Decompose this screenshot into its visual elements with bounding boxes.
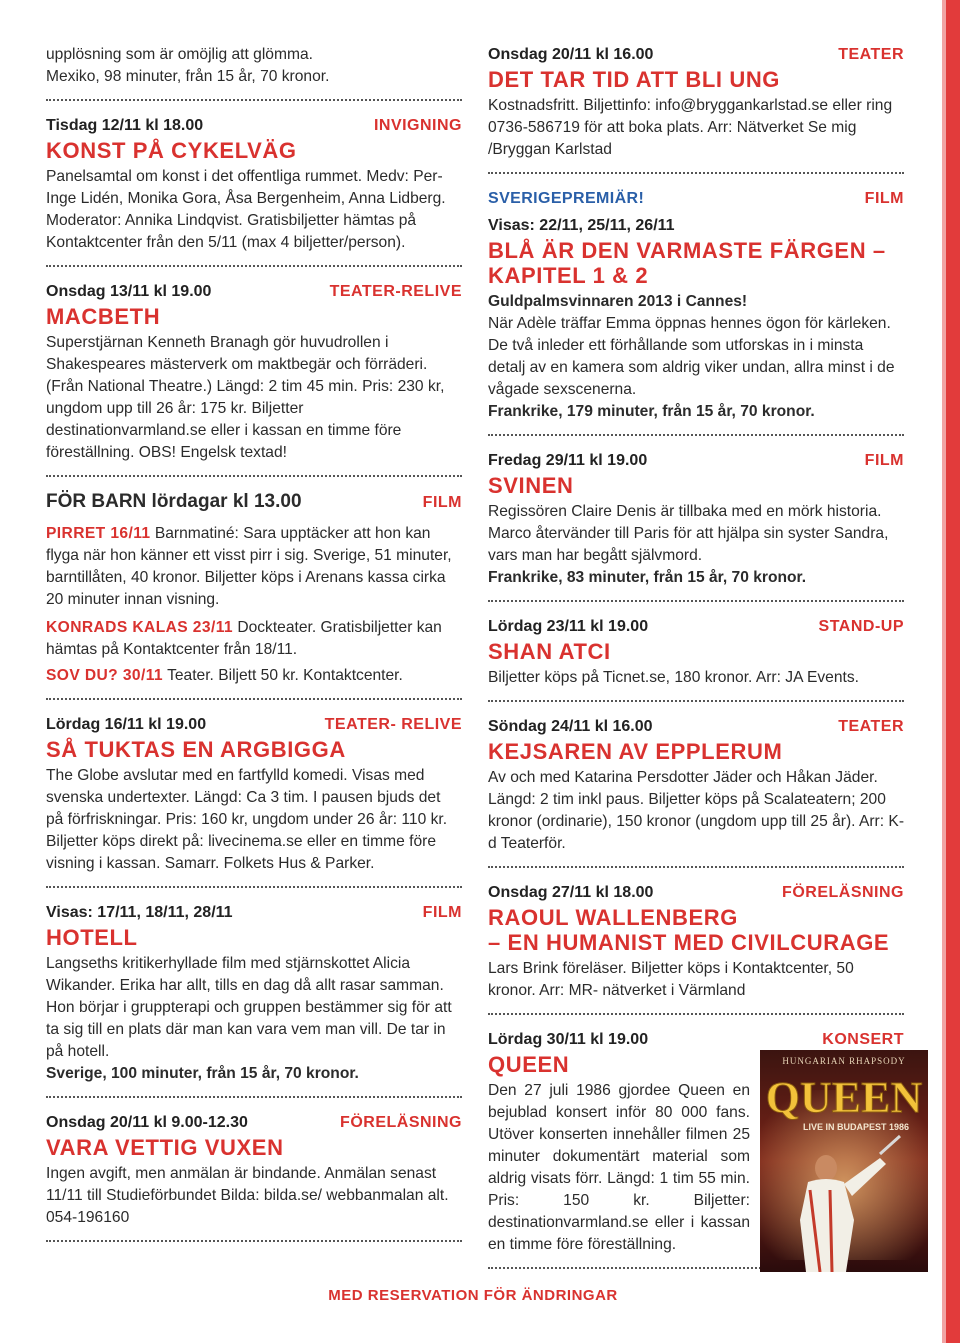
poster-top-text: HUNGARIAN RHAPSODY [782, 1056, 906, 1066]
event-category: TEATER [838, 718, 904, 735]
divider [488, 600, 904, 602]
title-line-1: RAOUL WALLENBERG [488, 905, 738, 930]
page-edge-stripe [946, 0, 960, 1343]
event-category: FILM [422, 494, 462, 511]
queen-text [488, 1052, 750, 1256]
intro-line-1: upplösning som är omöjlig att glömma. [46, 46, 313, 63]
event-description: Panelsamtal om konst i det offentliga rummet. Medv: Per-Inge Lidén, Monika Gora, Åsa Bergenheim, Anna Lidberg. Moderator: Annika Lindqvist. Gratisbiljetter hämtas på Kontaktcenter från den 5/11 (max 4 biljetter/person). [46, 168, 446, 251]
right-column [488, 40, 923, 1283]
event-header [488, 44, 904, 65]
event-category: FÖRELÄSNING [782, 884, 904, 901]
event-category: STAND-UP [818, 618, 904, 635]
event-shan [488, 616, 904, 689]
event-kejsaren [488, 716, 904, 855]
event-title: MACBETH [46, 304, 161, 329]
event-title: KONST PÅ CYKELVÄG [46, 138, 297, 163]
event-date: Onsdag 27/11 kl 18.00 [488, 884, 654, 901]
queen-poster-graphic [760, 1050, 928, 1272]
event-header [46, 1112, 462, 1133]
divider [46, 1240, 462, 1242]
event-title [488, 905, 904, 955]
event-description: Superstjärnan Kenneth Branagh gör huvudrollen i Shakespeares mästerverk om maktbegär och förräderi. (Från National Theatre.) Längd: 2 tim 45 min. Pris: 230 kr, ungdom upp till 26 år: 175 kr. Biljetter destinationvarmland.se eller i kassan en timme före föreställning. OBS! Engelsk textad! [46, 334, 445, 461]
event-description: När Adèle träffar Emma öppnas hennes ögon för kärleken. De två inleder ett förhållande som utforskas in i minsta detalj av en kamera som aldrig viker undan, allra minst i de vågade sexscenerna. [488, 315, 895, 398]
event-category: FILM [864, 452, 904, 469]
event-category: TEATER-RELIVE [329, 283, 462, 300]
divider [46, 1096, 462, 1098]
event-queen [488, 1029, 923, 1256]
title-line-2: – EN HUMANIST MED CIVILCURAGE [488, 930, 890, 955]
event-category: TEATER- RELIVE [324, 716, 462, 733]
event-konst [46, 115, 462, 254]
event-description: Av och med Katarina Persdotter Jäder och Håkan Jäder. Längd: 2 tim inkl paus. Biljetter köps på Scalateatern; 200 kronor (ordinarie), 150 kronor (ungdom upp till 25 år). Arr: K-d Teaterför. [488, 769, 905, 852]
intro-continuation [46, 44, 462, 88]
event-date: Onsdag 13/11 kl 19.00 [46, 283, 212, 300]
event-date: Visas: 17/11, 18/11, 28/11 [46, 904, 233, 921]
divider [488, 1013, 904, 1015]
premiere-badge: SVERIGEPREMIÄR! [488, 190, 645, 207]
event-tuktas [46, 714, 462, 875]
intro-line-2: Mexiko, 98 minuter, från 15 år, 70 kronor. [46, 68, 330, 85]
event-date: Onsdag 20/11 kl 9.00-12.30 [46, 1114, 248, 1131]
event-title [488, 238, 904, 288]
poster-sub-text: LIVE IN BUDAPEST 1986 [802, 1122, 910, 1132]
event-description: The Globe avslutar med en fartfylld komedi. Visas med svenska undertexter. Längd: Ca 3 tim. I pausen bjuds det på förfriskningar. Pris: 160 kr, ungdom under 26 år: 110 kr. Biljetter köps direkt på: livecinema.se eller en timme före visning i kassan. Samarr. Folkets Hus & Parker. [46, 767, 448, 872]
event-date: Söndag 24/11 kl 16.00 [488, 718, 653, 735]
event-raoul [488, 882, 904, 1002]
pirret-title: PIRRET 16/11 [46, 525, 151, 542]
divider [46, 265, 462, 267]
queen-poster-image [760, 1050, 928, 1272]
divider [46, 698, 462, 700]
event-facts: Frankrike, 179 minuter, från 15 år, 70 kronor. [488, 403, 815, 420]
event-title: SHAN ATCI [488, 639, 611, 664]
event-facts: Frankrike, 83 minuter, från 15 år, 70 kronor. [488, 569, 807, 586]
event-date: Onsdag 20/11 kl 16.00 [488, 46, 654, 63]
event-date: Tisdag 12/11 kl 18.00 [46, 117, 204, 134]
event-category: TEATER [838, 46, 904, 63]
event-header [46, 714, 462, 735]
event-title: HOTELL [46, 925, 138, 950]
event-tid [488, 44, 904, 161]
barn-heading: FÖR BARN lördagar kl 13.00 [46, 491, 302, 512]
divider [488, 700, 904, 702]
event-category: FILM [422, 904, 462, 921]
event-hotell [46, 902, 462, 1085]
event-bla [488, 188, 904, 423]
sov-title: SOV DU? 30/11 [46, 667, 164, 684]
event-description: Ingen avgift, men anmälan är bindande. Anmälan senast 11/11 till Studieförbundet Bilda: bilda.se/ webbanmalan alt. 054-196160 [46, 1165, 449, 1226]
event-description: Kostnadsfritt. Biljettinfo: info@bryggankarlstad.se eller ring 0736-586719 för att boka plats. Arr: Nätverket Se mig /Bryggan Karlstad [488, 97, 893, 158]
divider [488, 434, 904, 436]
event-category: KONSERT [822, 1031, 904, 1048]
event-description: Den 27 juli 1986 gjordee Queen en bejublad konsert inför 80 000 fans. Utöver konserten innehåller filmen 25 minuter dokumentärt material som aldrig visats förr. Längd: 1 tim 55 min. Pris: 150 kr. Biljetter: destinationvarmland.se eller i kassan en timme före föreställning. [488, 1082, 750, 1253]
event-description: Biljetter köps på Ticnet.se, 180 kronor. Arr: JA Events. [488, 669, 859, 686]
konrads-title: KONRADS KALAS 23/11 [46, 619, 233, 636]
barn-konrads [46, 617, 462, 661]
event-title: KEJSAREN AV EPPLERUM [488, 739, 783, 764]
event-vuxen [46, 1112, 462, 1229]
event-title: DET TAR TID ATT BLI UNG [488, 67, 781, 92]
event-header [488, 188, 904, 209]
event-header [46, 115, 462, 136]
event-header [46, 902, 462, 923]
event-macbeth [46, 281, 462, 464]
divider [46, 475, 462, 477]
event-header [488, 716, 904, 737]
barn-sov [46, 665, 462, 687]
footer-disclaimer: MED RESERVATION FÖR ÄNDRINGAR [328, 1287, 618, 1304]
event-svinen [488, 450, 904, 589]
divider [488, 866, 904, 868]
event-date: Lördag 23/11 kl 19.00 [488, 618, 649, 635]
title-line-2: KAPITEL 1 & 2 [488, 263, 649, 288]
queen-block [488, 1052, 923, 1256]
event-award: Guldpalmsvinnaren 2013 i Cannes! [488, 293, 748, 310]
event-date: Fredag 29/11 kl 19.00 [488, 452, 648, 469]
barn-header [46, 491, 462, 513]
divider [46, 886, 462, 888]
event-title: VARA VETTIG VUXEN [46, 1135, 284, 1160]
event-title: SÅ TUKTAS EN ARGBIGGA [46, 737, 346, 762]
event-date: Lördag 30/11 kl 19.00 [488, 1031, 649, 1048]
event-facts: Sverige, 100 minuter, från 15 år, 70 kronor. [46, 1065, 359, 1082]
title-line-1: BLÅ ÄR DEN VARMASTE FÄRGEN – [488, 238, 886, 263]
event-date: Visas: 22/11, 25/11, 26/11 [488, 217, 675, 234]
poster-title-text: QUEEN [765, 1073, 923, 1122]
event-header [488, 450, 904, 471]
event-category: INVIGNING [373, 117, 462, 134]
event-barn [46, 491, 462, 687]
event-title: SVINEN [488, 473, 574, 498]
divider [488, 172, 904, 174]
barn-pirret [46, 523, 462, 611]
divider [46, 99, 462, 101]
event-title: QUEEN [488, 1052, 570, 1077]
event-header [488, 616, 904, 637]
event-header [488, 882, 904, 903]
left-column [46, 40, 462, 1256]
sov-text: Teater. Biljett 50 kr. Kontaktcenter. [163, 667, 403, 684]
event-category: FÖRELÄSNING [340, 1114, 462, 1131]
event-description: Lars Brink föreläser. Biljetter köps i Kontaktcenter, 50 kronor. Arr: MR- nätverket i Värmland [488, 960, 854, 999]
event-header [488, 1029, 904, 1050]
event-description: Langseths kritikerhyllade film med stjärnskottet Alicia Wikander. Erika har allt, tills en dag då allt rasar samman. Hon börjar i gruppterapi och gruppen bestämmer sig för att ta sig till en plats där man kan vara vem man vill. De tar in på hotell. [46, 955, 452, 1060]
event-date: Lördag 16/11 kl 19.00 [46, 716, 207, 733]
konrads-text: Dockteater. Gratisbiljetter kan hämtas på Kontaktcenter från 18/11. [46, 619, 442, 658]
event-category: FILM [864, 190, 904, 207]
pirret-text: Barnmatiné: Sara upptäcker att hon kan flyga när hon känner ett visst pirr i sig. Sverige, 51 minuter, barntillåten, 40 kronor. Biljetter köps i Arenans kassa cirka 20 minuter innan visning. [46, 525, 452, 608]
event-description: Regissören Claire Denis är tillbaka med en mörk historia. Marco återvänder till Paris för att hjälpa sin syster Sandra, vars man har begått självmord. [488, 503, 889, 564]
event-header [46, 281, 462, 302]
